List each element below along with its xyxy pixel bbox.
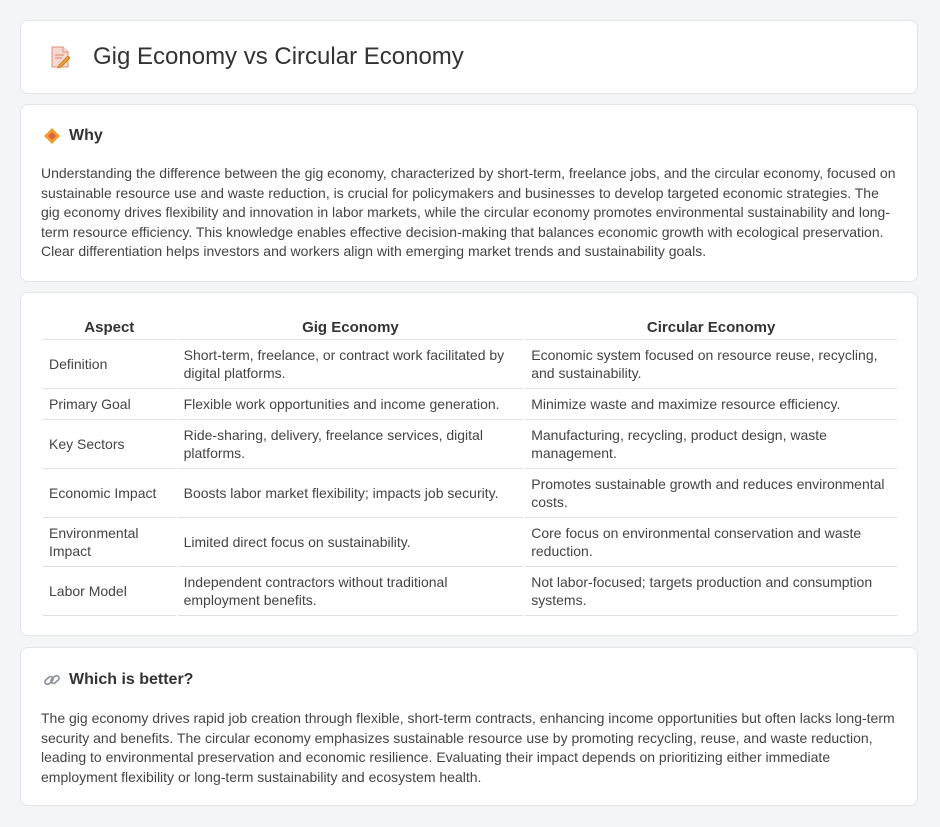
gig-cell: Flexible work opportunities and income generation. [178, 389, 524, 420]
gig-cell: Short-term, freelance, or contract work facilitated by digital platforms. [178, 340, 524, 389]
why-text: Understanding the difference between the gig economy, characterized by short-term, freelance jobs, and the circular economy, focused on sustainable resource use and waste reduction, is crucial for policymakers and businesses to develop targeted economic strategies. The gig economy drives flexibility and innovation in labor markets, while the circular economy promotes environmental sustainability and long-term resource efficiency. This knowledge enables effective decision-making that balances economic growth with ecological preservation. Clear differentiation helps investors and workers align with emerging market trends and sustainability goals. [41, 165, 896, 260]
which-title: Which is better? [69, 671, 194, 688]
circular-cell: Manufacturing, recycling, product design, waste management. [525, 420, 897, 469]
column-header: Circular Economy [525, 315, 897, 340]
link-icon [43, 671, 61, 689]
aspect-cell: Economic Impact [43, 469, 176, 518]
table-header-row [43, 315, 897, 340]
table-row [43, 340, 897, 389]
which-section [20, 647, 918, 806]
table-row [43, 567, 897, 616]
comparison-table-card [20, 292, 918, 636]
why-title: Why [69, 127, 103, 144]
table-row [43, 518, 897, 567]
gig-cell: Ride-sharing, delivery, freelance services, digital platforms. [178, 420, 524, 469]
circular-cell: Not labor-focused; targets production and consumption systems. [525, 567, 897, 616]
table-row [43, 469, 897, 518]
comparison-table [41, 315, 899, 616]
circular-cell: Minimize waste and maximize resource efficiency. [525, 389, 897, 420]
gig-cell: Boosts labor market flexibility; impacts job security. [178, 469, 524, 518]
aspect-cell: Primary Goal [43, 389, 176, 420]
which-heading [43, 671, 193, 689]
gig-cell: Limited direct focus on sustainability. [178, 518, 524, 567]
why-section [20, 104, 918, 282]
table-row [43, 389, 897, 420]
aspect-cell: Environmental Impact [43, 518, 176, 567]
circular-cell: Core focus on environmental conservation and waste reduction. [525, 518, 897, 567]
document-pencil-icon [47, 44, 73, 70]
diamond-icon [43, 127, 61, 145]
aspect-cell: Key Sectors [43, 420, 176, 469]
page-title: Gig Economy vs Circular Economy [93, 43, 464, 70]
circular-cell: Promotes sustainable growth and reduces environmental costs. [525, 469, 897, 518]
aspect-cell: Labor Model [43, 567, 176, 616]
circular-cell: Economic system focused on resource reuse, recycling, and sustainability. [525, 340, 897, 389]
table-row [43, 420, 897, 469]
why-heading [43, 127, 103, 145]
aspect-cell: Definition [43, 340, 176, 389]
header-card [20, 20, 918, 94]
column-header: Aspect [43, 315, 176, 340]
gig-cell: Independent contractors without traditional employment benefits. [178, 567, 524, 616]
column-header: Gig Economy [178, 315, 524, 340]
which-text: The gig economy drives rapid job creation through flexible, short-term contracts, enhancing income opportunities but often lacks long-term security and benefits. The circular economy emphasizes sustainable resource use by promoting recycling, reuse, and waste reduction, leading to environmental preservation and economic resilience. Evaluating their impact depends on prioritizing either immediate employment flexibility or long-term sustainability and ecosystem health. [41, 710, 895, 785]
